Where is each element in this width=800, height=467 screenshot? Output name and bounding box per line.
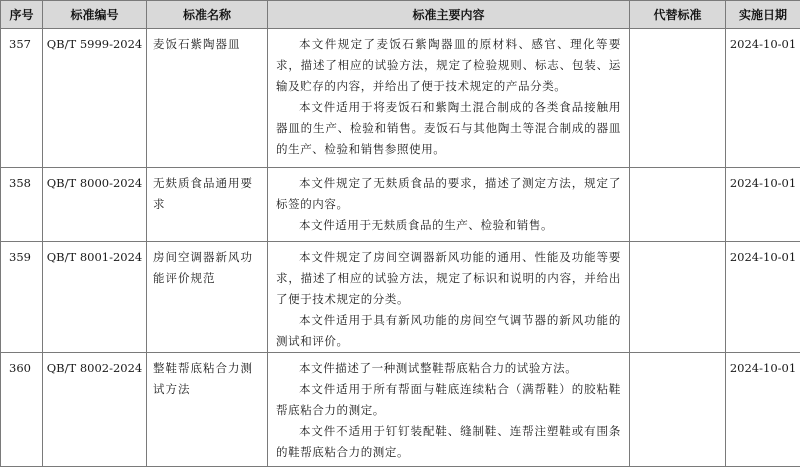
header-code: 标准编号 [43, 1, 147, 29]
row-code: QB/T 5999-2024 [43, 29, 147, 168]
row-replaced [630, 242, 726, 353]
row-no: 357 [1, 29, 43, 168]
content-paragraph: 本文件描述了一种测试整鞋帮底粘合力的试验方法。 [276, 358, 621, 379]
row-name: 房间空调器新风功能评价规范 [147, 242, 268, 353]
row-code: QB/T 8001-2024 [43, 242, 147, 353]
row-no: 358 [1, 168, 43, 242]
row-replaced [630, 29, 726, 168]
row-content [268, 242, 630, 353]
content-paragraph: 本文件规定了房间空调器新风功能的通用、性能及功能等要求，描述了相应的试验方法，规定了标识和说明的内容，并给出了便于技术规定的分类。 [276, 247, 621, 310]
row-replaced [630, 168, 726, 242]
header-replaced: 代替标准 [630, 1, 726, 29]
header-content: 标准主要内容 [268, 1, 630, 29]
row-code: QB/T 8000-2024 [43, 168, 147, 242]
row-date: 2024-10-01 [726, 168, 800, 242]
table-row [1, 29, 800, 168]
row-no: 360 [1, 353, 43, 467]
row-content [268, 168, 630, 242]
table-row [1, 353, 800, 467]
header-no: 序号 [1, 1, 43, 29]
row-date: 2024-10-01 [726, 242, 800, 353]
table-row [1, 242, 800, 353]
row-date: 2024-10-01 [726, 353, 800, 467]
content-paragraph: 本文件规定了麦饭石紫陶器皿的原材料、感官、理化等要求，描述了相应的试验方法，规定了检验规则、标志、包装、运输及贮存的内容，并给出了便于技术规定的产品分类。 [276, 34, 621, 97]
row-content [268, 353, 630, 467]
row-replaced [630, 353, 726, 467]
header-name: 标准名称 [147, 1, 268, 29]
row-no: 359 [1, 242, 43, 353]
row-name: 整鞋帮底粘合力测试方法 [147, 353, 268, 467]
row-content [268, 29, 630, 168]
header-date: 实施日期 [726, 1, 800, 29]
table-row [1, 168, 800, 242]
row-code: QB/T 8002-2024 [43, 353, 147, 467]
content-paragraph: 本文件适用于具有新风功能的房间空气调节器的新风功能的测试和评价。 [276, 310, 621, 352]
row-date: 2024-10-01 [726, 29, 800, 168]
content-paragraph: 本文件不适用于钉钉装配鞋、缝制鞋、连帮注塑鞋或有围条的鞋帮底粘合力的测定。 [276, 421, 621, 463]
content-paragraph: 本文件适用于将麦饭石和紫陶土混合制成的各类食品接触用器皿的生产、检验和销售。麦饭石与其他陶土等混合制成的器皿的生产、检验和销售参照使用。 [276, 97, 621, 160]
table-header-row [1, 1, 800, 29]
content-paragraph: 本文件适用于所有帮面与鞋底连续粘合（满帮鞋）的胶粘鞋帮底粘合力的测定。 [276, 379, 621, 421]
content-paragraph: 本文件规定了无麸质食品的要求，描述了测定方法，规定了标签的内容。 [276, 173, 621, 215]
row-name: 麦饭石紫陶器皿 [147, 29, 268, 168]
row-name: 无麸质食品通用要求 [147, 168, 268, 242]
content-paragraph: 本文件适用于无麸质食品的生产、检验和销售。 [276, 215, 621, 236]
